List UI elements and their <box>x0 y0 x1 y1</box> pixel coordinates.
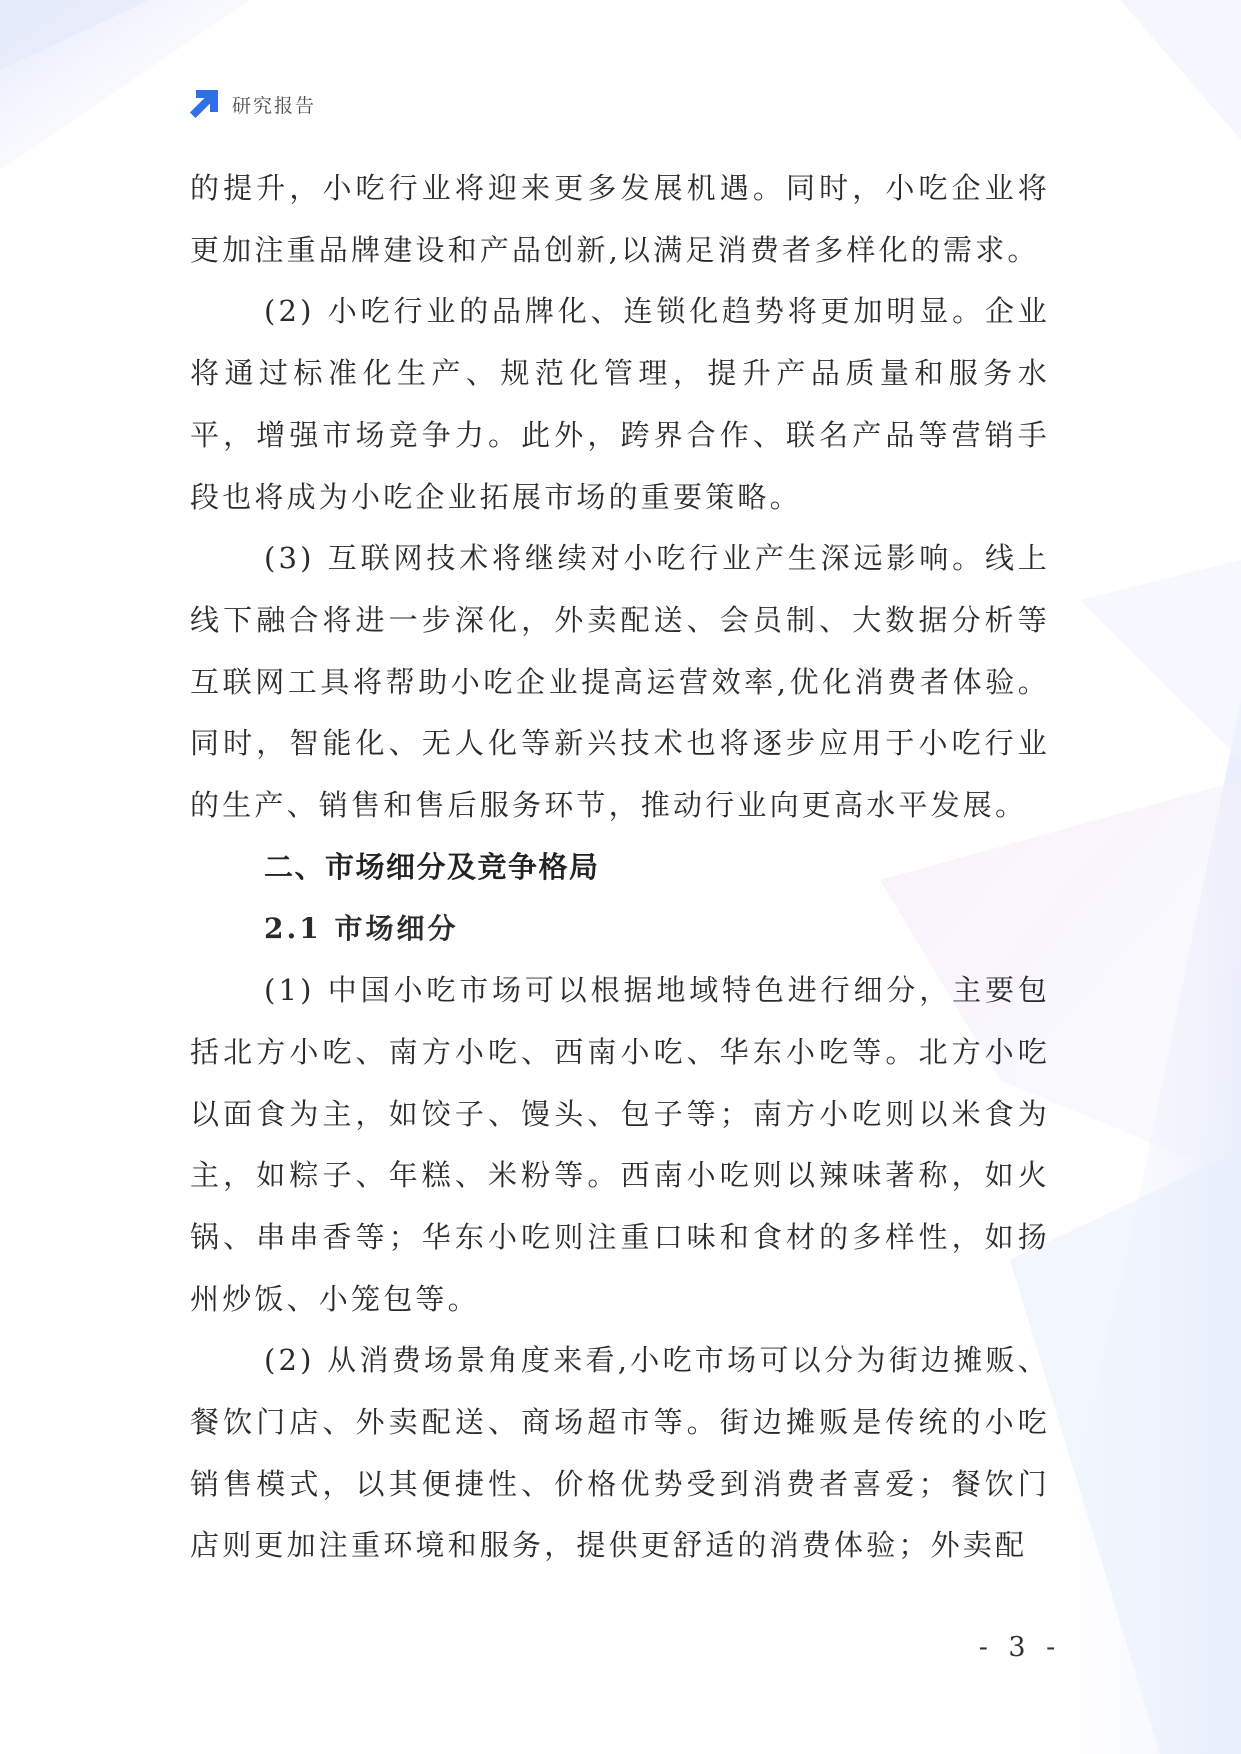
arrow-up-right-icon <box>188 88 220 120</box>
page-header <box>188 88 316 120</box>
header-title: 研究报告 <box>232 94 317 117</box>
section-heading: 二、市场细分及竞争格局 <box>264 849 600 884</box>
page-number: - 3 - <box>978 1632 1062 1663</box>
subsection-heading: 2.1 市场细分 <box>264 912 459 946</box>
paragraph-trend-3: (3) 互联网技术将继续对小吃行业产生深远影响。线上线下融合将进一步深化，外卖配送、会员制、大数据分析等互联网工具将帮助小吃企业提高运营效率,优化消费者体验。同时，智能化、无人化等新兴技术也将逐步应用于小吃行业的生产、销售和售后服务环节，推动行业向更高水平发展。 <box>190 541 1050 823</box>
paragraph-trend-2: (2) 小吃行业的品牌化、连锁化趋势将更加明显。企业将通过标准化生产、规范化管理，提升产品质量和服务水平，增强市场竞争力。此外，跨界合作、联名产品等营销手段也将成为小吃企业拓展市场的重要策略。 <box>190 294 1050 514</box>
paragraph-continuation: 的提升，小吃行业将迎来更多发展机遇。同时，小吃企业将更加注重品牌建设和产品创新,以满足消费者多样化的需求。 <box>190 171 1050 267</box>
paragraph-segment-2: (2) 从消费场景角度来看,小吃市场可以分为街边摊贩、餐饮门店、外卖配送、商场超市等。街边摊贩是传统的小吃销售模式，以其便捷性、价格优势受到消费者喜爱；餐饮门店则更加注重环境和服务，提供更舒适的消费体验；外卖配 <box>190 1343 1050 1563</box>
document-body <box>190 158 1050 1577</box>
paragraph-segment-1: (1) 中国小吃市场可以根据地域特色进行细分，主要包括北方小吃、南方小吃、西南小吃、华东小吃等。北方小吃以面食为主，如饺子、馒头、包子等；南方小吃则以米食为主，如粽子、年糕、米粉等。西南小吃则以辣味著称，如火锅、串串香等；华东小吃则注重口味和食材的多样性，如扬州炒饭、小笼包等。 <box>190 973 1050 1316</box>
